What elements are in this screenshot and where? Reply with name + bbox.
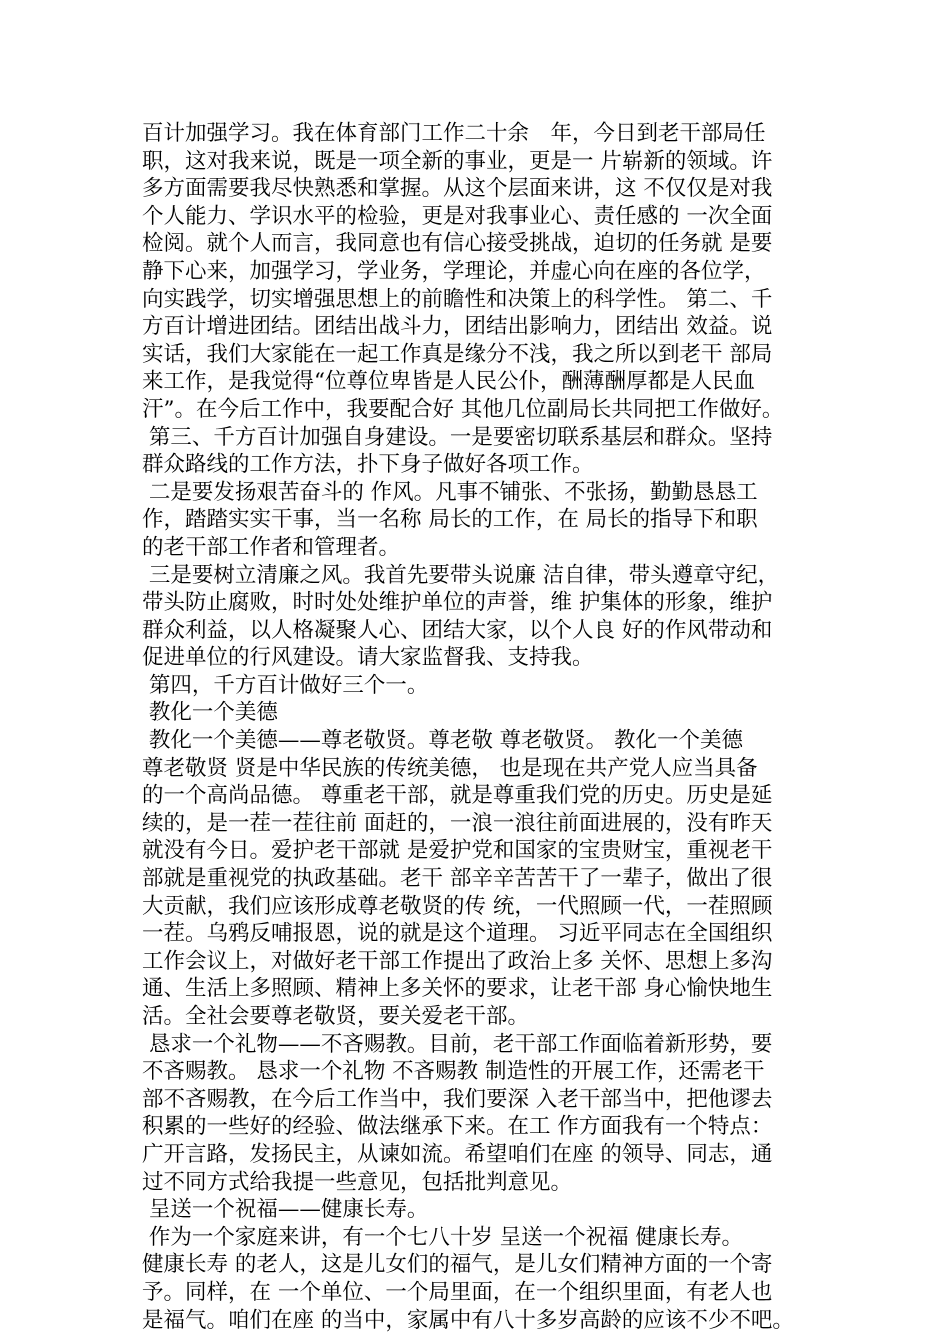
- text-line: 百计加强学习。我在体育部门工作二十余 年，今日到老干部局任: [142, 121, 766, 146]
- text-line: 群众路线的工作方法，扑下身子做好各项工作。: [142, 452, 594, 478]
- text-line: 第三、千方百计加强自身建设。一是要密切联系基层和群众。坚持: [142, 424, 773, 450]
- text-line: 三是要树立清廉之风。我首先要带头说廉 洁自律，带头遵章守纪，: [142, 562, 780, 588]
- text-line: 教化一个美德: [142, 700, 278, 726]
- text-line: 不吝赐教。 恳求一个礼物 不吝赐教 制造性的开展工作，还需老干: [142, 1059, 765, 1085]
- text-line: 恳求一个礼物——不吝赐教。目前，老干部工作面临着新形势，要: [142, 1031, 773, 1057]
- text-line: 工作会议上，对做好老干部工作提出了政治上多 关怀、思想上多沟: [142, 948, 773, 974]
- text-line: 来工作，是我觉得“位尊位卑皆是人民公仆，酬薄酬厚都是人民血: [142, 369, 755, 395]
- text-line: 二是要发扬艰苦奋斗的 作风。凡事不铺张、不张扬，勤勤恳恳工: [142, 479, 758, 505]
- text-line: 予。同样，在 一个单位、一个局里面，在一个组织里面，有老人也: [142, 1279, 773, 1305]
- text-line: 呈送一个祝福——健康长寿。: [142, 1197, 429, 1223]
- text-line: 的老干部工作者和管理者。: [142, 534, 401, 560]
- text-line: 个人能力、学识水平的检验，更是对我事业心、责任感的 一次全面: [142, 203, 773, 229]
- text-line: 尊老敬贤 贤是中华民族的传统美德， 也是现在共产党人应当具备: [142, 755, 758, 781]
- text-line: 部不吝赐教，在今后工作当中，我们要深 入老干部当中，把他谬去: [142, 1086, 773, 1112]
- text-line: 的一个高尚品德。 尊重老干部，就是尊重我们党的历史。历史是延: [142, 783, 773, 809]
- text-line: 积累的一些好的经验、做法继承下来。在工 作方面我有一个特点：: [142, 1114, 773, 1140]
- text-line: 教化一个美德——尊老敬贤。尊老敬 尊老敬贤。 教化一个美德: [142, 728, 744, 754]
- text-line: 通、生活上多照顾、精神上多关怀的要求，让老干部 身心愉快地生: [142, 976, 773, 1002]
- text-line: 方百计增进团结。团结出战斗力，团结出影响力，团结出 效益。说: [142, 314, 773, 340]
- text-line: 续的，是一茬一茬往前 面赶的，一浪一浪往前面进展的，没有昨天: [142, 810, 773, 836]
- text-line: 是福气。咱们在座 的当中，家属中有八十多岁高龄的应该不少不吧。: [142, 1307, 794, 1333]
- text-line: 多方面需要我尽快熟悉和掌握。从这个层面来讲，这 不仅仅是对我: [142, 176, 773, 202]
- document-body: [142, 120, 822, 1334]
- text-line: 职，这对我来说，既是一项全新的事业，更是一 片崭新的领域。许: [142, 148, 773, 174]
- text-line: 汗”。在今后工作中，我要配合好 其他几位副局长共同把工作做好。: [142, 396, 784, 422]
- text-line: 广开言路，发扬民主，从谏如流。希望咱们在座 的领导、同志，通: [142, 1141, 773, 1167]
- text-line: 活。全社会要尊老敬贤，要关爱老干部。: [142, 1004, 530, 1029]
- text-line: 向实践学，切实增强思想上的前瞻性和决策上的科学性。 第二、千: [142, 286, 773, 312]
- text-line: 第四，千方百计做好三个一。: [142, 672, 429, 698]
- text-line: 带头防止腐败，时时处处维护单位的声誉，维 护集体的形象，维护: [142, 590, 773, 616]
- text-line: 群众利益，以人格凝聚人心、团结大家，以个人良 好的作风带动和: [142, 617, 773, 643]
- text-line: 促进单位的行风建设。请大家监督我、支持我。: [142, 645, 594, 671]
- text-line: 一茬。乌鸦反哺报恩，说的就是这个道理。 习近平同志在全国组织: [142, 921, 773, 947]
- text-line: 就没有今日。爱护老干部就 是爱护党和国家的宝贵财宝，重视老干: [142, 838, 773, 864]
- text-line: 部就是重视党的执政基础。老干 部辛辛苦苦干了一辈子，做出了很: [142, 866, 773, 892]
- text-line: 作，踏踏实实干事，当一名称 局长的工作，在 局长的指导下和职: [142, 507, 758, 533]
- text-line: 过不同方式给我提一些意见，包括批判意见。: [142, 1169, 573, 1195]
- text-line: 大贡献，我们应该形成尊老敬贤的传 统，一代照顾一代，一茬照顾: [142, 893, 773, 919]
- text-line: 健康长寿 的老人，这是儿女们的福气，是儿女们精神方面的一个寄: [142, 1252, 773, 1278]
- text-line: 静下心来，加强学习，学业务，学理论，并虚心向在座的各位学，: [142, 258, 766, 284]
- text-line: 检阅。就个人而言，我同意也有信心接受挑战，迫切的任务就 是要: [142, 231, 773, 257]
- text-line: 实话，我们大家能在一起工作真是缘分不浅，我之所以到老干 部局: [142, 341, 773, 367]
- text-line: 作为一个家庭来讲，有一个七八十岁 呈送一个祝福 健康长寿。: [142, 1224, 744, 1250]
